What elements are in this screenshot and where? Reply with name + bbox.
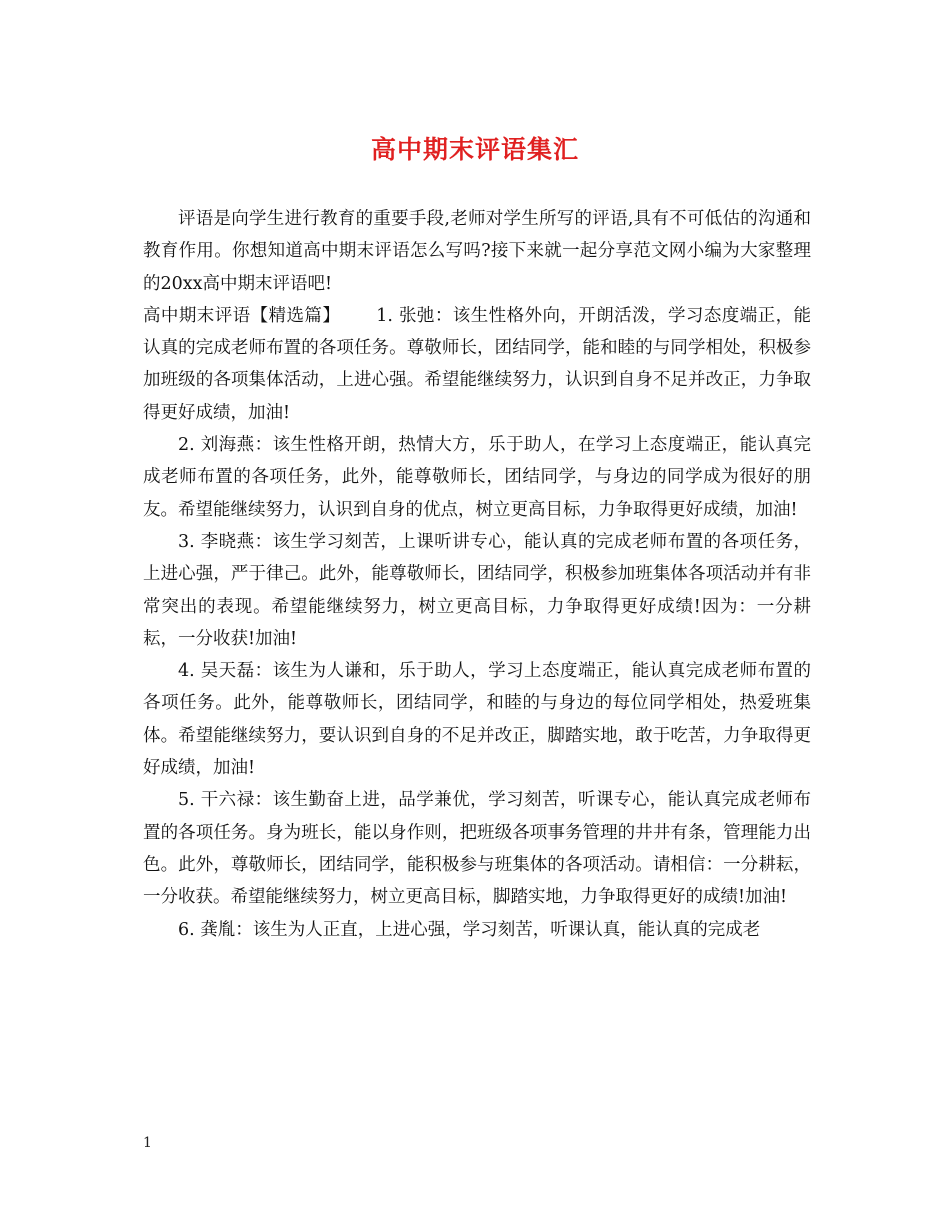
comment-item-2: 2. 刘海燕：该生性格开朗，热情大方，乐于助人，在学习上态度端正，能认真完成老师布置的各项任务，此外，能尊敬师长，团结同学，与身边的同学成为很好的朋友。希望能继续努力，认识到自身的优点，树立更高目标，力争取得更好成绩，加油!: [143, 435, 811, 520]
comment-item-5: 5. 干六禄：该生勤奋上进，品学兼优，学习刻苦，听课专心，能认真完成老师布置的各项任务。身为班长，能以身作则，把班级各项事务管理的井井有条，管理能力出色。此外，尊敬师长，团结同学，能积极参与班集体的各项活动。请相信：一分耕耘，一分收获。希望能继续努力，树立更高目标，脚踏实地，力争取得更好的成绩!加油!: [143, 790, 811, 908]
document-title: 高中期末评语集汇: [370, 135, 579, 164]
comment-item-1: 1. 张弛：该生性格外向，开朗活泼，学习态度端正，能认真的完成老师布置的各项任务。尊敬师长，团结同学，能和睦的与同学相处，积极参加班级的各项集体活动，上进心强。希望能继续努力，认识到自身不足并改正，力争取得更好成绩，加油!: [143, 305, 812, 423]
comment-item-4: 4. 吴天磊：该生为人谦和，乐于助人，学习上态度端正，能认真完成老师布置的各项任务。此外，能尊敬师长，团结同学，和睦的与身边的每位同学相处，热爱班集体。希望能继续努力，要认识到自身的不足并改正，脚踏实地，敢于吃苦，力争取得更好成绩，加油!: [143, 661, 811, 779]
comment-item-6: 6. 龚胤：该生为人正直，上进心强，学习刻苦，听课认真，能认真的完成老: [178, 919, 761, 940]
section-heading: 高中期末评语【精选篇】: [143, 305, 341, 326]
intro-paragraph: 评语是向学生进行教育的重要手段,老师对学生所写的评语,具有不可低估的沟通和教育作用。你想知道高中期末评语怎么写吗?接下来就一起分享范文网小编为大家整理的20xx高中期末评语吧!: [143, 209, 811, 294]
section-paragraph-1: [143, 300, 811, 429]
comment-item-3: 3. 李晓燕：该生学习刻苦，上课听讲专心，能认真的完成老师布置的各项任务，上进心强，严于律己。此外，能尊敬师长，团结同学，积极参加班集体各项活动并有非常突出的表现。希望能继续努力，树立更高目标，力争取得更好成绩!因为：一分耕耘，一分收获!加油!: [143, 531, 811, 649]
page-number: 1: [143, 1135, 152, 1151]
document-body: [143, 203, 811, 946]
